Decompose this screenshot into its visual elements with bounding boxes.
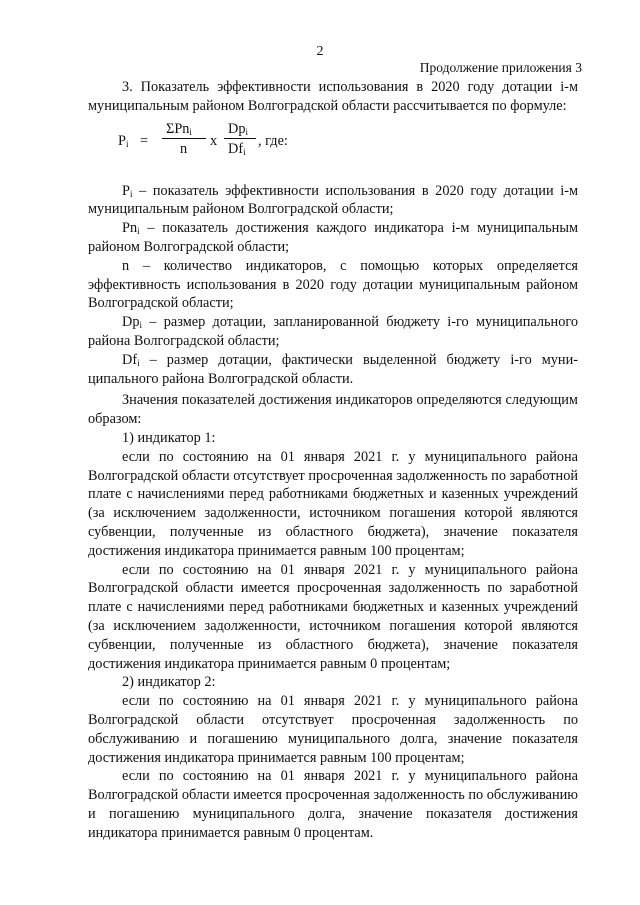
formula-numerator-1: ΣPn$_i$: [166, 120, 192, 137]
fraction-bar-1: [162, 138, 206, 139]
definition-n: n – количество индикаторов, с помощью которых определяется эффективность использования в 2020 году дотации муниципальным районом Волгоградской области;: [88, 257, 578, 312]
indicator-2-case-b: если по состоянию на 01 января 2021 г. у муниципального района Волгоградской области имеется просроченная задолженность по обслуживанию и погашению муниципального долга, значение показателя достижения индикатора принимается равным 0 процентам.: [88, 768, 578, 841]
definition-pn: $Pn_i$ – показатель достижения каждого индикатора i-м муниципальным районом Волгоградской области;: [88, 220, 578, 255]
indicator-1-case-b: если по состоянию на 01 января 2021 г. у муниципального района Волгоградской области имеется просроченная задолженность по заработной плате с начислениями перед работниками бюджетных и казенных учреждений (за исключением задолженности, источником погашения которой являются субвенции, полученные из областного бюджета), значение показателя достижения индикатора принимается равным 0 процентам;: [88, 561, 578, 672]
indicator-2-title: 2) индикатор 2:: [122, 674, 216, 691]
indicator-1-title: 1) индикатор 1:: [122, 429, 216, 446]
formula-lhs: $P_i$: [118, 132, 129, 149]
definition-p: $P_i$ – показатель эффективности использования в 2020 году дотации i-м муниципальным районом Волгоградской области;: [88, 182, 578, 218]
formula-tail: , где:: [258, 132, 288, 149]
formula-equals: =: [140, 132, 149, 149]
document-body: [88, 78, 578, 842]
definition-dp: $Dp_i$ – размер дотации, запланированной бюджету i-го муниципального района Волгоградской области;: [88, 314, 578, 349]
formula-times: x: [210, 132, 218, 149]
efficiency-formula: [118, 120, 578, 160]
appendix-continuation-note: Продолжение приложения 3: [419, 60, 582, 75]
indicator-2-case-a: если по состоянию на 01 января 2021 г. у муниципального района Волгоградской области отсутствует просроченная задолженность по обслуживанию и погашению муниципального долга, значение показателя достижения индикатора принимается равным 100 процентам;: [88, 693, 578, 766]
page-number: 2: [316, 44, 324, 59]
fraction-bar-2: [224, 138, 256, 139]
definition-df: $Df_i$ – размер дотации, фактически выделенной бюджету i-го муни-ципального района Волгоградской области.: [88, 351, 578, 387]
indicator-1-case-a: если по состоянию на 01 января 2021 г. у муниципального района Волгоградской области отсутствует просроченная задолженность по заработной плате с начислениями перед работниками бюджетных и казенных учреждений (за исключением задолженности, источником погашения которой являются субвенции, полученные из областного бюджета), значение показателя достижения индикатора принимается равным 100 процентам;: [88, 448, 578, 559]
formula-denominator-2: $Df_i$: [228, 140, 246, 157]
values-intro-paragraph: Значения показателей достижения индикаторов определяются следующим образом:: [88, 392, 578, 428]
intro-paragraph: 3. Показатель эффективности использования в 2020 году дотации i-м муниципальным районом Волгоградской области рассчитывается по формуле:: [88, 79, 578, 114]
formula-numerator-2: $Dp_i$: [228, 120, 248, 137]
formula-denominator-1: n: [180, 140, 188, 157]
